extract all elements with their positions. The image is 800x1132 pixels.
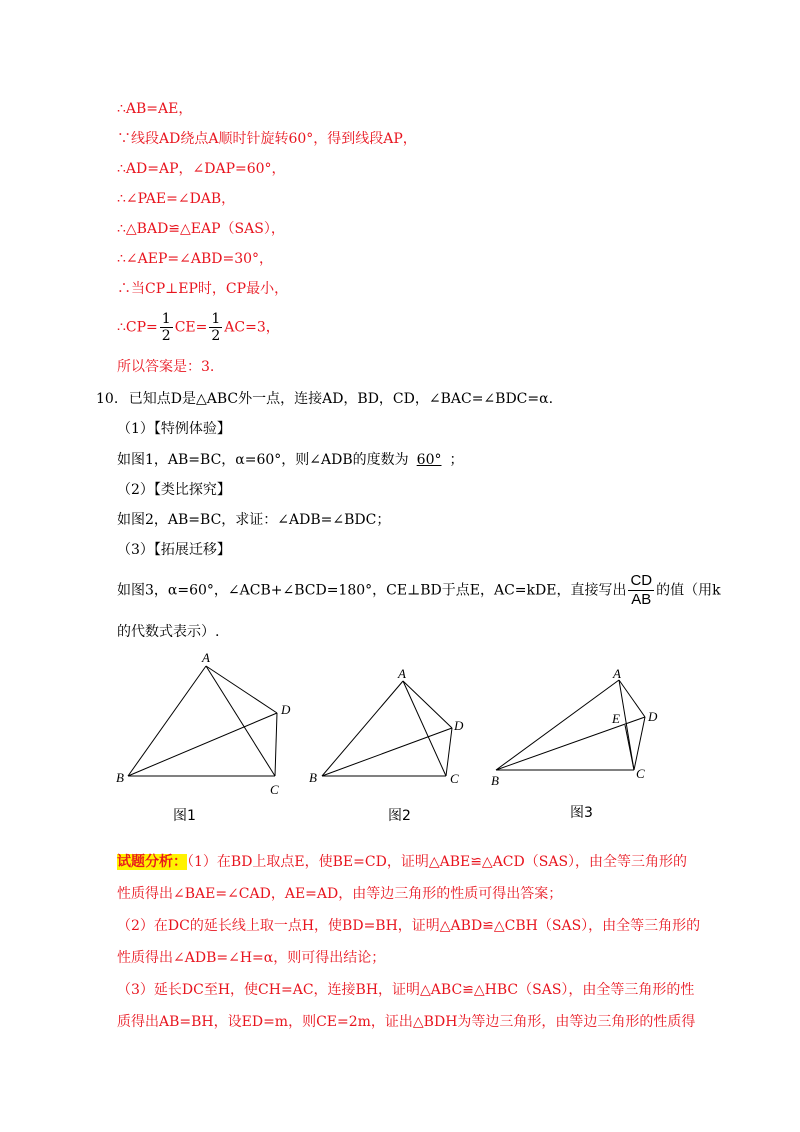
part1-heading: （1）【特例体验】 [117,421,231,437]
part3-text-c: 的代数式表示）. [117,624,220,640]
fig1-label-c: C [270,782,279,797]
fig3-label-d: D [648,709,658,724]
fig2-label-d: D [454,718,464,733]
fig1-seg-ad [206,666,277,713]
solution-line-9: 所以答案是：3. [117,359,215,375]
fig3-label-e: E [612,711,620,726]
solution-line-3: ∴AD=AP，∠DAP=60°， [117,161,286,177]
fig2-seg-cd [446,728,452,776]
solution-line-8 [117,311,280,344]
solution-line-5: ∴△BAD≌△EAP（SAS）， [117,221,285,237]
solution-line-6: ∴∠AEP=∠ABD=30°， [117,251,274,267]
solution-line-2: ∵线段AD绕点A顺时针旋转60°，得到线段AP， [117,131,417,147]
figure-2 [305,665,475,795]
analysis-line-1b: 性质得出∠BAE=∠CAD，AE=AD，由等边三角形的性质可得出答案； [117,886,563,902]
fig3-label-b: B [491,773,499,788]
solution-line-7: ∴当CP⊥EP时，CP最小， [117,281,289,297]
analysis-line-3: （3）延长DC至H，使CH=AC，连接BH，证明△ABC≌△HBC（SAS），由全等三角形的性 [117,982,695,998]
part3-text [117,572,721,609]
fraction-half-1: $\frac{1}{2}$ [161,311,171,344]
part1-text-b: ； [449,452,464,468]
solution-line-8-end: AC=3， [224,319,280,336]
figure-1 [110,648,300,798]
part1-text [117,451,463,469]
fig3-seg-ad [619,680,645,717]
fraction-cd-ab: $\frac{CD}{AB}$ [630,572,653,608]
fig3-seg-ce [625,725,634,770]
solution-line-1: ∴AB=AE， [117,101,193,117]
fig2-label-a: A [398,666,406,681]
part3-heading: （3）【拓展迁移】 [117,542,231,558]
part1-text-a: 如图1，AB=BC，α=60°，则∠ADB的度数为 [117,452,409,468]
fig3-label-c: C [636,766,645,781]
fig3-seg-bd [496,717,645,770]
part2-heading: （2）【类比探究】 [117,482,231,498]
analysis-line-3b: 质得出AB=BH，设ED=m，则CE=2m，证出△BDH为等边三角形，由等边三角形的性质得 [117,1014,696,1030]
figure-2-caption: 图2 [388,808,411,824]
part3-text-a: 如图3，α=60°，∠ACB+∠BCD=180°，CE⊥BD于点E，AC=kDE，直接写出 [117,582,627,599]
fig3-label-a: A [613,666,621,681]
figure-3-caption: 图3 [570,805,593,821]
fig2-seg-ad [403,681,452,728]
fig1-label-a: A [202,650,210,665]
analysis-line-2: （2）在DC的延长线上取一点H，使BD=BH，证明△ABD≌△CBH（SAS），由全等三角形的 [117,918,701,934]
problem-stem-text: 已知点D是△ABC外一点，连接AD，BD，CD，∠BAC=∠BDC=α. [128,391,554,407]
analysis-line-1 [117,853,687,871]
fig2-label-c: C [450,771,459,786]
fig2-seg-ac [403,681,446,776]
analysis-tag: 试题分析： [117,854,187,870]
solution-line-8-mid: CE= [174,319,208,336]
fig2-seg-bd [322,728,452,776]
fig2-label-b: B [309,770,317,785]
solution-line-8-a: ∴CP= [117,319,158,336]
solution-line-4: ∴∠PAE=∠DAB， [117,191,236,207]
part1-answer: 60° [416,452,442,468]
part2-text: 如图2，AB=BC，求证：∠ADB=∠BDC； [117,512,391,528]
fig3-seg-ab [496,680,619,770]
problem-stem [96,390,553,408]
fraction-half-2: $\frac{1}{2}$ [211,311,221,344]
fig3-seg-cd [634,717,645,770]
fig1-label-d: D [281,702,291,717]
analysis-line-2b: 性质得出∠ADB=∠H=α，则可得出结论； [117,950,386,966]
figure-1-caption: 图1 [173,808,196,824]
problem-number: 10. [96,391,119,407]
fig1-label-b: B [116,770,124,785]
fig2-seg-ab [322,681,403,776]
figure-3 [485,665,665,795]
analysis-line-1-text: （1）在BD上取点E，使BE=CD，证明△ABE≌△ACD（SAS），由全等三角形的 [187,854,688,870]
part3-text-b: 的值（用k [656,582,721,599]
fig1-seg-cd [275,713,277,776]
fig1-seg-ac [206,666,275,776]
